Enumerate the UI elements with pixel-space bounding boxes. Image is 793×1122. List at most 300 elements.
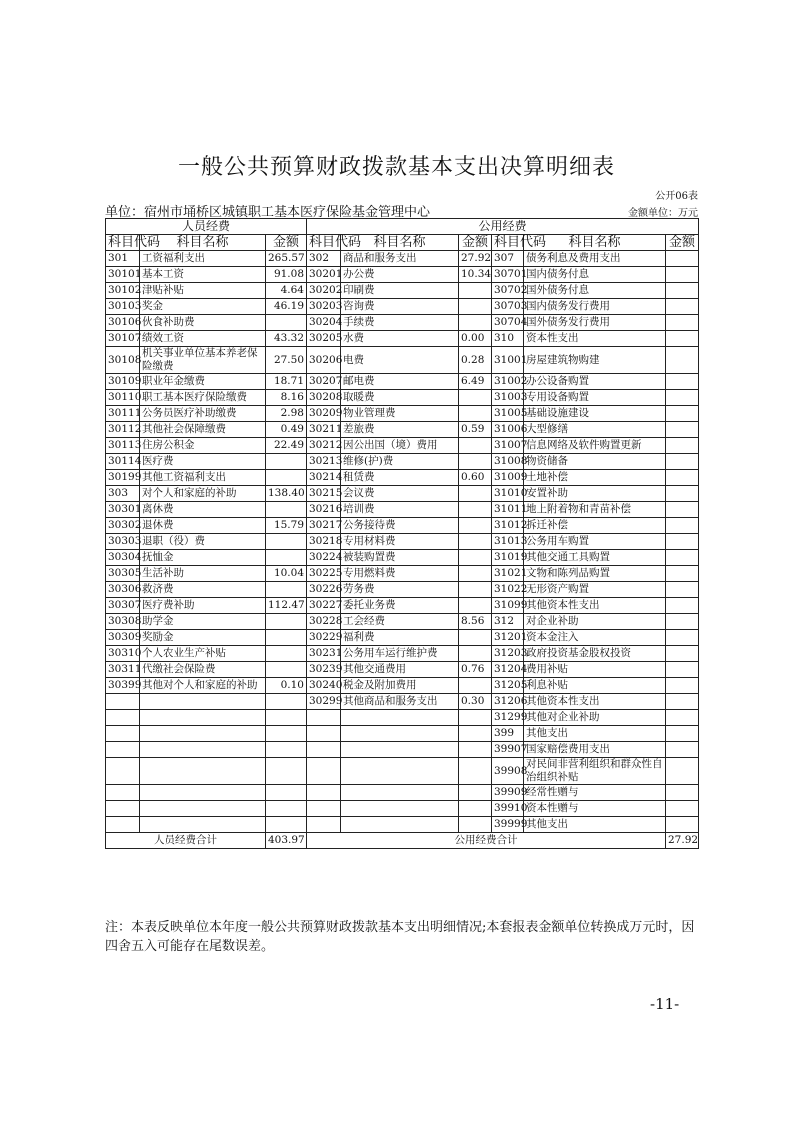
code-cell (307, 742, 341, 758)
code-cell: 30216 (307, 502, 341, 518)
col-name: 科目名称 (140, 235, 266, 251)
amount-cell: 0.28 (459, 347, 492, 374)
name-cell: 公务接待费 (341, 518, 459, 534)
name-cell: 津贴补贴 (140, 283, 266, 299)
table-row (106, 566, 699, 582)
table-row (106, 502, 699, 518)
code-cell: 31009 (492, 470, 524, 486)
code-cell: 30102 (106, 283, 140, 299)
amount-cell (459, 486, 492, 502)
code-cell: 31007 (492, 438, 524, 454)
table-row (106, 758, 699, 785)
name-cell: 费用补贴 (524, 662, 666, 678)
code-cell: 30103 (106, 299, 140, 315)
code-cell: 31201 (492, 630, 524, 646)
name-cell: 电费 (341, 347, 459, 374)
name-cell: 退休费 (140, 518, 266, 534)
name-cell: 基本工资 (140, 267, 266, 283)
name-cell: 土地补偿 (524, 470, 666, 486)
table-row (106, 742, 699, 758)
name-cell (140, 694, 266, 710)
table-row (106, 614, 699, 630)
code-cell: 31005 (492, 406, 524, 422)
name-cell (341, 801, 459, 817)
code-cell: 31006 (492, 422, 524, 438)
amount-cell (666, 598, 699, 614)
name-cell: 个人农业生产补贴 (140, 646, 266, 662)
name-cell: 对企业补助 (524, 614, 666, 630)
name-cell: 手续费 (341, 315, 459, 331)
name-cell: 公务员医疗补助缴费 (140, 406, 266, 422)
code-cell: 30208 (307, 390, 341, 406)
code-cell: 30303 (106, 534, 140, 550)
amount-cell (666, 422, 699, 438)
code-cell: 31012 (492, 518, 524, 534)
amount-cell (666, 801, 699, 817)
name-cell: 住房公积金 (140, 438, 266, 454)
code-cell: 303 (106, 486, 140, 502)
name-cell: 工资福利支出 (140, 251, 266, 267)
amount-cell (266, 550, 307, 566)
amount-cell (666, 331, 699, 347)
name-cell (341, 726, 459, 742)
name-cell: 奖励金 (140, 630, 266, 646)
col-amount: 金额 (266, 235, 307, 251)
amount-cell: 112.47 (266, 598, 307, 614)
amount-cell (666, 566, 699, 582)
code-cell: 30702 (492, 283, 524, 299)
code-cell: 30206 (307, 347, 341, 374)
amount-cell (666, 742, 699, 758)
code-cell: 30218 (307, 534, 341, 550)
name-cell (140, 801, 266, 817)
name-cell: 利息补贴 (524, 678, 666, 694)
code-cell (307, 801, 341, 817)
amount-cell (266, 726, 307, 742)
code-cell: 31203 (492, 646, 524, 662)
table-row (106, 315, 699, 331)
group-header-row (106, 219, 699, 235)
amount-cell (459, 726, 492, 742)
amount-cell (459, 598, 492, 614)
amount-cell (459, 390, 492, 406)
amount-cell: 8.56 (459, 614, 492, 630)
name-cell: 培训费 (341, 502, 459, 518)
name-cell: 救济费 (140, 582, 266, 598)
amount-cell: 8.16 (266, 390, 307, 406)
amount-cell (459, 630, 492, 646)
amount-cell (666, 374, 699, 390)
code-cell: 30202 (307, 283, 341, 299)
name-cell: 会议费 (341, 486, 459, 502)
amount-cell (666, 630, 699, 646)
amount-cell: 265.57 (266, 251, 307, 267)
name-cell: 因公出国（境）费用 (341, 438, 459, 454)
table-row (106, 678, 699, 694)
amount-cell: 138.40 (266, 486, 307, 502)
table-row (106, 694, 699, 710)
amount-cell (266, 758, 307, 785)
amount-cell (459, 406, 492, 422)
name-cell: 其他商品和服务支出 (341, 694, 459, 710)
code-cell: 30310 (106, 646, 140, 662)
name-cell: 国外债务付息 (524, 283, 666, 299)
amount-cell (459, 283, 492, 299)
amount-cell (459, 710, 492, 726)
table-row (106, 518, 699, 534)
amount-cell: 22.49 (266, 438, 307, 454)
name-cell: 债务利息及费用支出 (524, 251, 666, 267)
name-cell: 办公费 (341, 267, 459, 283)
name-cell (140, 710, 266, 726)
code-cell: 31019 (492, 550, 524, 566)
amount-cell (266, 801, 307, 817)
amount-cell (666, 758, 699, 785)
code-cell: 31013 (492, 534, 524, 550)
name-cell: 水费 (341, 331, 459, 347)
name-cell: 印刷费 (341, 283, 459, 299)
totals-row (106, 833, 699, 849)
amount-cell (459, 299, 492, 315)
amount-cell (459, 534, 492, 550)
amount-cell: 91.08 (266, 267, 307, 283)
table-row (106, 438, 699, 454)
amount-cell (666, 502, 699, 518)
amount-cell (459, 454, 492, 470)
name-cell (140, 742, 266, 758)
code-cell (106, 742, 140, 758)
name-cell: 公务用车运行维护费 (341, 646, 459, 662)
amount-cell (666, 390, 699, 406)
code-cell: 31008 (492, 454, 524, 470)
amount-cell (266, 646, 307, 662)
amount-cell (666, 785, 699, 801)
code-cell (106, 817, 140, 833)
name-cell: 经常性赠与 (524, 785, 666, 801)
code-cell: 399 (492, 726, 524, 742)
code-cell: 30212 (307, 438, 341, 454)
table-row (106, 299, 699, 315)
name-cell: 公务用车购置 (524, 534, 666, 550)
amount-cell (459, 550, 492, 566)
code-cell: 30199 (106, 470, 140, 486)
name-cell: 生活补助 (140, 566, 266, 582)
amount-cell (459, 566, 492, 582)
name-cell: 国家赔偿费用支出 (524, 742, 666, 758)
code-cell: 30226 (307, 582, 341, 598)
amount-cell (266, 534, 307, 550)
amount-cell (666, 614, 699, 630)
name-cell: 商品和服务支出 (341, 251, 459, 267)
code-cell: 30227 (307, 598, 341, 614)
code-cell (106, 726, 140, 742)
amount-cell (666, 678, 699, 694)
name-cell: 资本性赠与 (524, 801, 666, 817)
code-cell: 31011 (492, 502, 524, 518)
amount-cell (459, 646, 492, 662)
code-cell: 310 (492, 331, 524, 347)
name-cell: 福利费 (341, 630, 459, 646)
amount-cell: 0.30 (459, 694, 492, 710)
public-total-value: 27.92 (666, 833, 699, 849)
amount-cell: 10.34 (459, 267, 492, 283)
code-cell: 30106 (106, 315, 140, 331)
amount-cell (459, 742, 492, 758)
name-cell: 其他支出 (524, 817, 666, 833)
name-cell: 其他资本性支出 (524, 598, 666, 614)
code-cell: 30224 (307, 550, 341, 566)
name-cell: 差旅费 (341, 422, 459, 438)
public-total-label: 公用经费合计 (307, 833, 666, 849)
code-cell: 39907 (492, 742, 524, 758)
table-row (106, 785, 699, 801)
amount-cell (666, 726, 699, 742)
name-cell: 退职（役）费 (140, 534, 266, 550)
code-cell: 30299 (307, 694, 341, 710)
name-cell: 代缴社会保险费 (140, 662, 266, 678)
table-row (106, 422, 699, 438)
name-cell: 其他交通工具购置 (524, 550, 666, 566)
table-row (106, 582, 699, 598)
amount-cell (666, 550, 699, 566)
name-cell: 伙食补助费 (140, 315, 266, 331)
column-header-row (106, 235, 699, 251)
code-cell: 30112 (106, 422, 140, 438)
expenditure-table (105, 218, 699, 849)
amount-cell (666, 646, 699, 662)
name-cell: 对民间非营利组织和群众性自治组织补贴 (524, 758, 666, 785)
code-cell: 30113 (106, 438, 140, 454)
amount-cell: 0.60 (459, 470, 492, 486)
code-cell: 30229 (307, 630, 341, 646)
name-cell: 专用燃料费 (341, 566, 459, 582)
table-row (106, 454, 699, 470)
name-cell: 专用设备购置 (524, 390, 666, 406)
amount-cell (666, 315, 699, 331)
code-cell: 30311 (106, 662, 140, 678)
code-cell: 30304 (106, 550, 140, 566)
name-cell: 基础设施建设 (524, 406, 666, 422)
code-cell: 31001 (492, 347, 524, 374)
amount-cell (459, 315, 492, 331)
amount-cell (666, 582, 699, 598)
amount-cell (266, 470, 307, 486)
table-row (106, 646, 699, 662)
col-code: 科目代码 (307, 235, 341, 251)
amount-cell (666, 470, 699, 486)
code-cell: 301 (106, 251, 140, 267)
code-cell (307, 758, 341, 785)
name-cell (140, 785, 266, 801)
table-row (106, 347, 699, 374)
name-cell: 维修(护)费 (341, 454, 459, 470)
code-cell: 30309 (106, 630, 140, 646)
col-code: 科目代码 (106, 235, 140, 251)
name-cell: 专用材料费 (341, 534, 459, 550)
col-name: 科目名称 (341, 235, 459, 251)
code-cell: 30204 (307, 315, 341, 331)
name-cell: 政府投资基金股权投资 (524, 646, 666, 662)
amount-cell: 0.49 (266, 422, 307, 438)
amount-cell: 27.50 (266, 347, 307, 374)
name-cell (341, 817, 459, 833)
name-cell (140, 726, 266, 742)
name-cell: 税金及附加费用 (341, 678, 459, 694)
name-cell: 其他社会保障缴费 (140, 422, 266, 438)
name-cell (140, 758, 266, 785)
code-cell: 30109 (106, 374, 140, 390)
name-cell (341, 742, 459, 758)
amount-cell: 27.92 (459, 251, 492, 267)
group-public: 公用经费 (307, 219, 699, 235)
amount-cell (666, 534, 699, 550)
code-cell: 30703 (492, 299, 524, 315)
col-amount: 金额 (666, 235, 699, 251)
name-cell: 办公设备购置 (524, 374, 666, 390)
amount-cell: 18.71 (266, 374, 307, 390)
name-cell: 房屋建筑物购建 (524, 347, 666, 374)
amount-cell (459, 678, 492, 694)
amount-cell (266, 694, 307, 710)
name-cell: 物资储备 (524, 454, 666, 470)
unit-name: 单位：宿州市埇桥区城镇职工基本医疗保险基金管理中心 (105, 205, 431, 220)
table-row (106, 283, 699, 299)
table-row (106, 267, 699, 283)
code-cell: 31022 (492, 582, 524, 598)
name-cell: 助学金 (140, 614, 266, 630)
code-cell: 30108 (106, 347, 140, 374)
personnel-total-label: 人员经费合计 (106, 833, 266, 849)
amount-cell (266, 662, 307, 678)
amount-cell: 4.64 (266, 283, 307, 299)
name-cell: 信息网络及软件购置更新 (524, 438, 666, 454)
amount-cell (666, 486, 699, 502)
amount-cell (459, 817, 492, 833)
code-cell: 30240 (307, 678, 341, 694)
name-cell: 国内债务付息 (524, 267, 666, 283)
name-cell: 租赁费 (341, 470, 459, 486)
amount-cell (459, 582, 492, 598)
code-cell: 30107 (106, 331, 140, 347)
name-cell: 其他支出 (524, 726, 666, 742)
code-cell: 30302 (106, 518, 140, 534)
code-cell: 30306 (106, 582, 140, 598)
footnote: 注：本表反映单位本年度一般公共预算财政拨款基本支出明细情况;本套报表金额单位转换成万元时，因四舍五入可能存在尾数误差。 (105, 920, 695, 954)
form-number: 公开06表 (655, 191, 698, 202)
amount-cell: 46.19 (266, 299, 307, 315)
table-row (106, 374, 699, 390)
amount-unit: 金额单位：万元 (628, 208, 698, 219)
group-personnel: 人员经费 (106, 219, 307, 235)
table-row (106, 251, 699, 267)
name-cell: 资本性支出 (524, 331, 666, 347)
code-cell: 30214 (307, 470, 341, 486)
name-cell: 大型修缮 (524, 422, 666, 438)
amount-cell (666, 347, 699, 374)
name-cell: 医疗费 (140, 454, 266, 470)
table-row (106, 598, 699, 614)
amount-cell (666, 299, 699, 315)
amount-cell: 0.10 (266, 678, 307, 694)
amount-cell (266, 315, 307, 331)
name-cell: 拆迁补偿 (524, 518, 666, 534)
amount-cell (666, 817, 699, 833)
amount-cell (666, 438, 699, 454)
amount-cell: 10.04 (266, 566, 307, 582)
amount-cell (666, 283, 699, 299)
code-cell: 30101 (106, 267, 140, 283)
code-cell: 30213 (307, 454, 341, 470)
code-cell: 30205 (307, 331, 341, 347)
code-cell (106, 801, 140, 817)
amount-cell (666, 694, 699, 710)
amount-cell (266, 785, 307, 801)
name-cell: 机关事业单位基本养老保险缴费 (140, 347, 266, 374)
table-row (106, 331, 699, 347)
amount-cell (666, 454, 699, 470)
code-cell: 39908 (492, 758, 524, 785)
col-amount: 金额 (459, 235, 492, 251)
code-cell: 30110 (106, 390, 140, 406)
table-row (106, 486, 699, 502)
name-cell: 其他工资福利支出 (140, 470, 266, 486)
code-cell: 30207 (307, 374, 341, 390)
code-cell: 312 (492, 614, 524, 630)
name-cell: 工会经费 (341, 614, 459, 630)
name-cell: 资本金注入 (524, 630, 666, 646)
name-cell: 绩效工资 (140, 331, 266, 347)
name-cell: 抚恤金 (140, 550, 266, 566)
name-cell: 其他交通费用 (341, 662, 459, 678)
code-cell: 39999 (492, 817, 524, 833)
amount-cell (266, 614, 307, 630)
code-cell (106, 694, 140, 710)
amount-cell (459, 518, 492, 534)
name-cell: 职工基本医疗保险缴费 (140, 390, 266, 406)
code-cell (307, 726, 341, 742)
name-cell: 其他对企业补助 (524, 710, 666, 726)
personnel-total-value: 403.97 (266, 833, 307, 849)
amount-cell (266, 582, 307, 598)
amount-cell (459, 785, 492, 801)
name-cell: 奖金 (140, 299, 266, 315)
table-row (106, 801, 699, 817)
code-cell: 30239 (307, 662, 341, 678)
amount-cell: 0.59 (459, 422, 492, 438)
amount-cell (266, 454, 307, 470)
code-cell: 31099 (492, 598, 524, 614)
name-cell: 医疗费补助 (140, 598, 266, 614)
code-cell: 30228 (307, 614, 341, 630)
table-row (106, 662, 699, 678)
code-cell: 30203 (307, 299, 341, 315)
amount-cell (666, 662, 699, 678)
name-cell (140, 817, 266, 833)
code-cell: 39910 (492, 801, 524, 817)
code-cell: 31002 (492, 374, 524, 390)
table-row (106, 726, 699, 742)
name-cell: 无形资产购置 (524, 582, 666, 598)
name-cell: 委托业务费 (341, 598, 459, 614)
code-cell: 31206 (492, 694, 524, 710)
col-name: 科目名称 (524, 235, 666, 251)
code-cell (307, 817, 341, 833)
name-cell: 邮电费 (341, 374, 459, 390)
name-cell: 职业年金缴费 (140, 374, 266, 390)
code-cell (106, 758, 140, 785)
name-cell: 国内债务发行费用 (524, 299, 666, 315)
amount-cell (666, 710, 699, 726)
